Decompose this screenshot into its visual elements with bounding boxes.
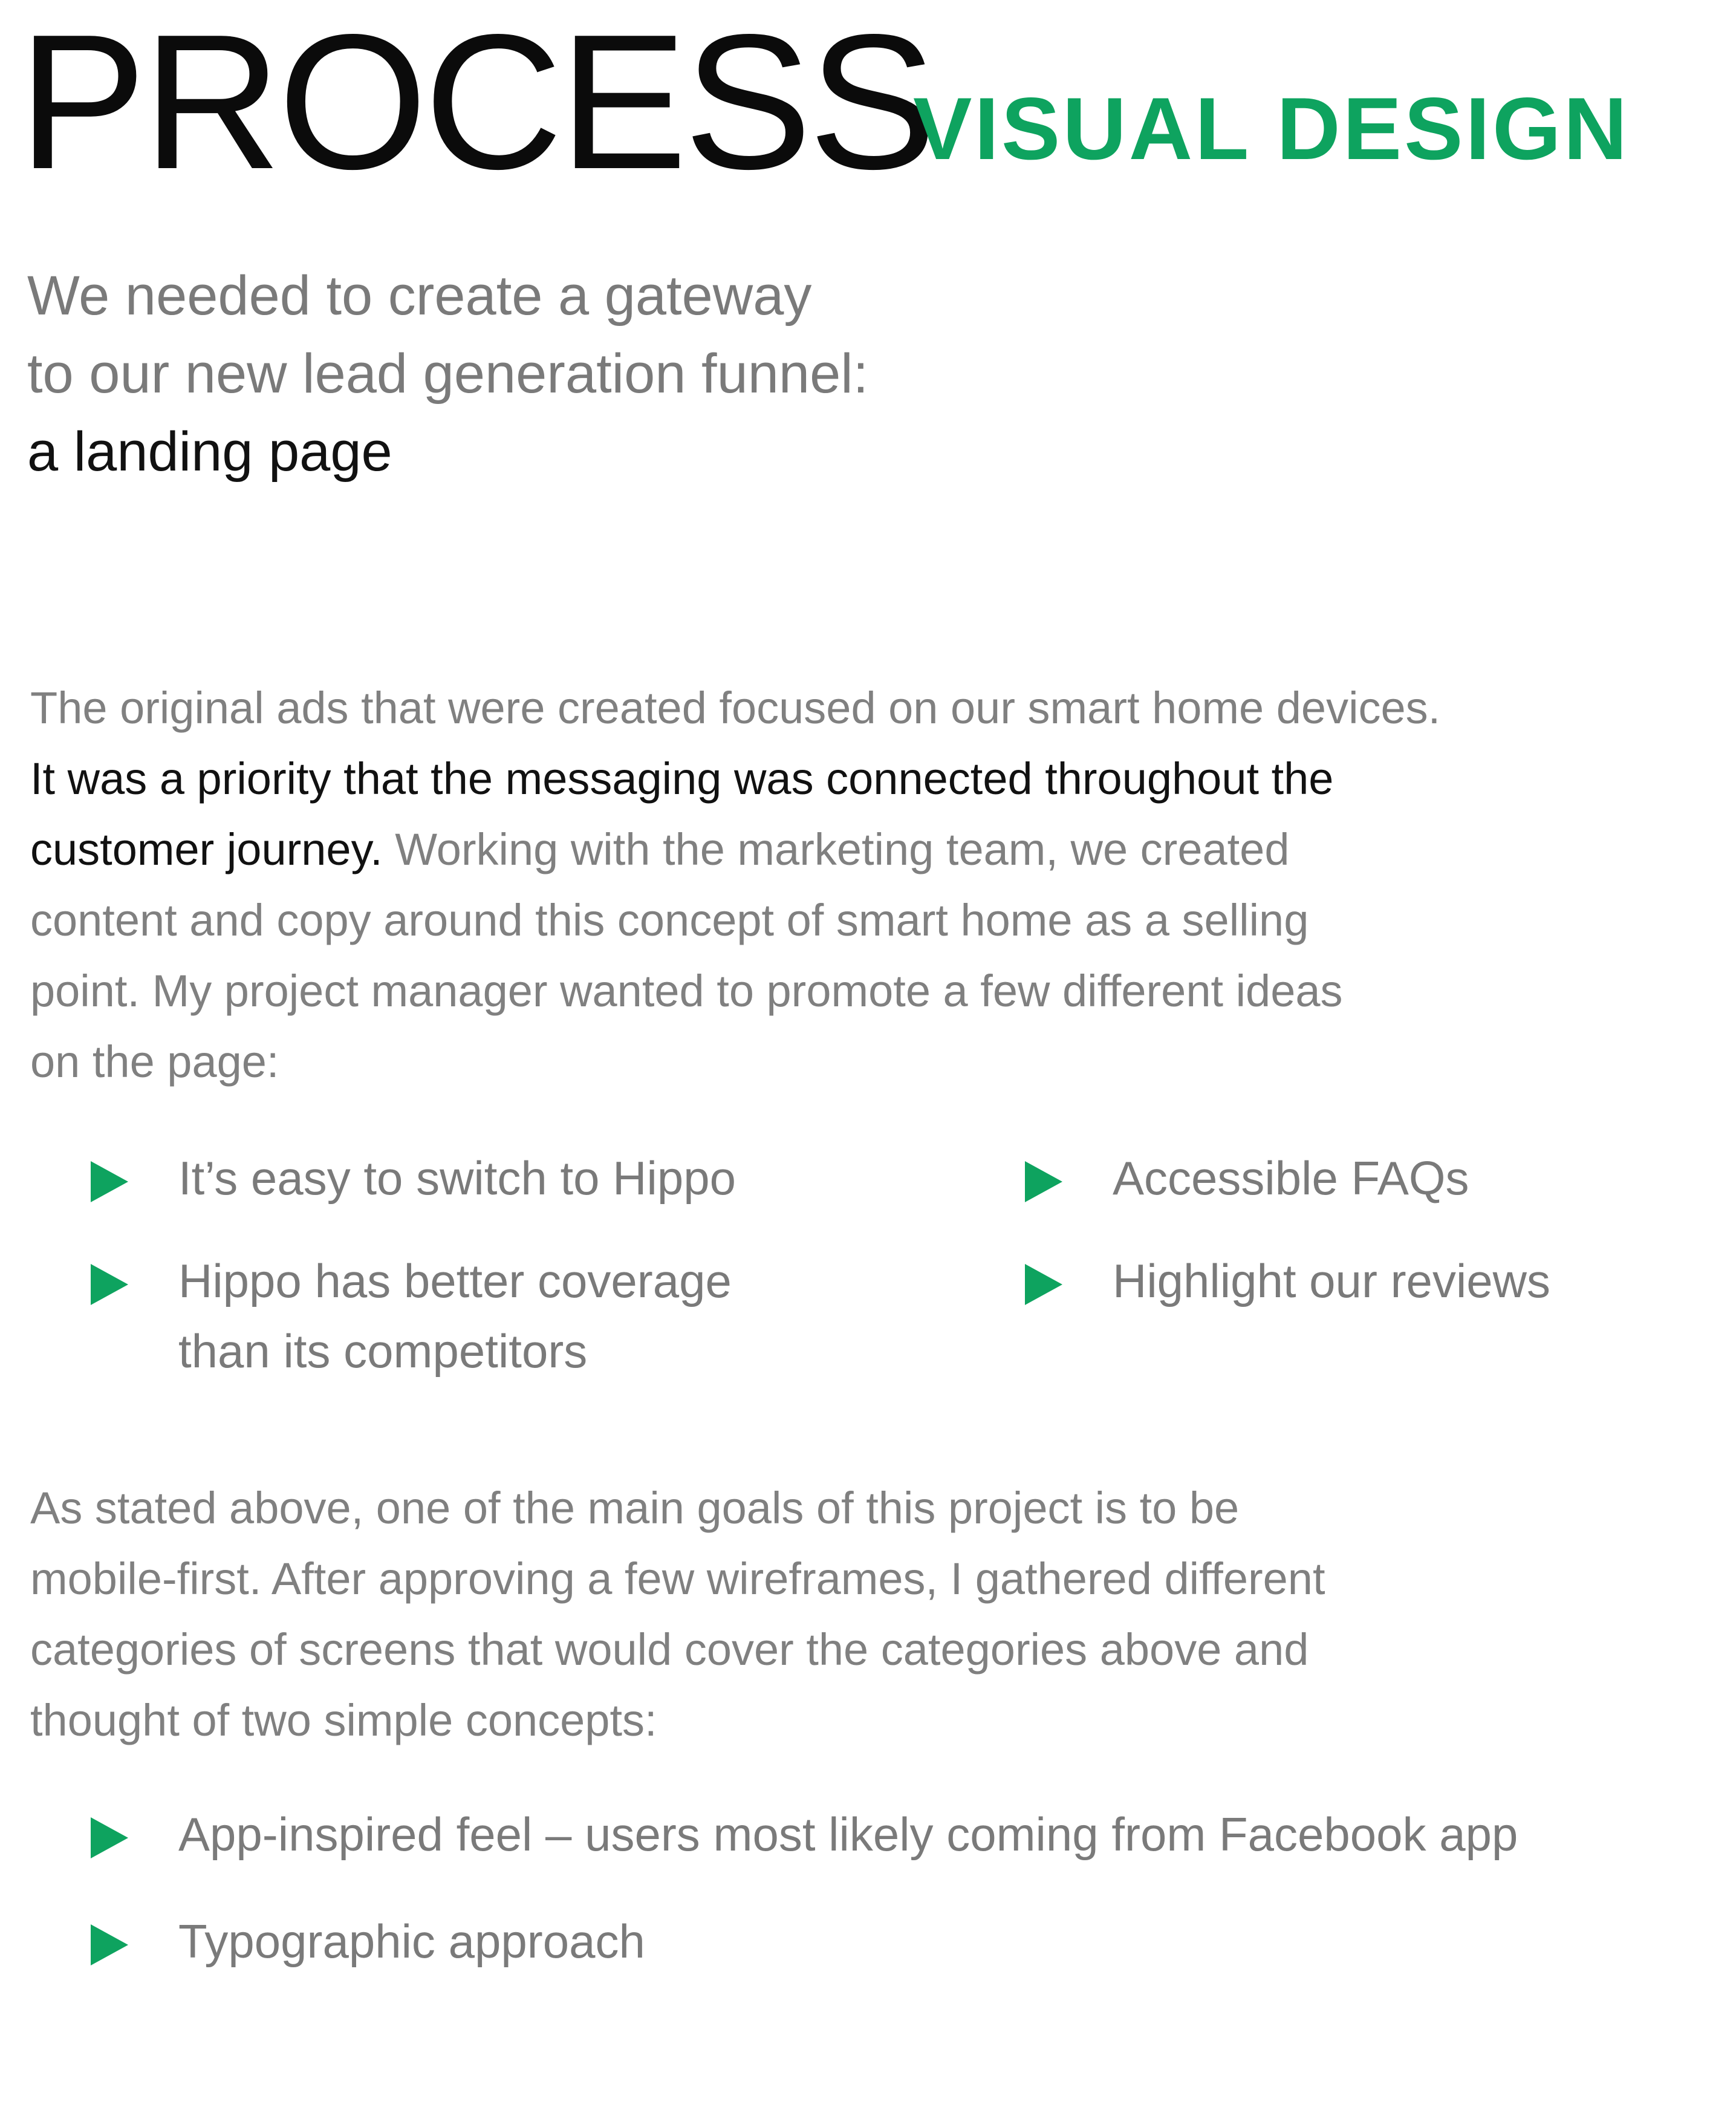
page-subtitle: VISUAL DESIGN [913, 79, 1630, 178]
paragraph-mobile-first [30, 1473, 1663, 1756]
intro-highlight: a landing page [27, 421, 392, 483]
intro-line: We needed to create a gateway [27, 265, 812, 327]
intro-line: to our new lead generation funnel: [27, 343, 869, 405]
paragraph-line: As stated above, one of the main goals of this project is to be [30, 1483, 1240, 1533]
idea-text-line: Hippo has better coverage [178, 1254, 732, 1307]
idea-text: It’s easy to switch to Hippo [178, 1151, 736, 1205]
play-triangle-icon [91, 1161, 128, 1202]
play-triangle-icon [91, 1817, 128, 1858]
idea-text [178, 1246, 732, 1386]
play-triangle-icon [91, 1264, 128, 1305]
concept-text: Typographic approach [178, 1915, 645, 1968]
paragraph-line [30, 814, 1663, 885]
paragraph-highlight-line: It was a priority that the messaging was connected throughout the [30, 754, 1334, 804]
play-triangle-icon [1025, 1161, 1062, 1202]
paragraph-line: The original ads that were created focused on our smart home devices. [30, 683, 1441, 733]
concept-text: App-inspired feel – users most likely coming from Facebook app [178, 1808, 1518, 1861]
idea-text-line: than its competitors [178, 1324, 588, 1378]
paragraph-smart-home [30, 672, 1663, 1097]
paragraph-line: content and copy around this concept of smart home as a selling [30, 895, 1309, 945]
idea-text: Highlight our reviews [1113, 1254, 1550, 1307]
paragraph-text: Working with the marketing team, we created [382, 824, 1290, 874]
paragraph-line: categories of screens that would cover the categories above and [30, 1624, 1309, 1675]
intro-statement [27, 257, 868, 491]
page-title: PROCESS [18, 0, 934, 209]
play-triangle-icon [1025, 1264, 1062, 1305]
paragraph-line: thought of two simple concepts: [30, 1695, 657, 1745]
idea-text: Accessible FAQs [1113, 1151, 1469, 1205]
paragraph-line: on the page: [30, 1037, 279, 1087]
paragraph-line: point. My project manager wanted to promote a few different ideas [30, 966, 1343, 1016]
paragraph-highlight-text: customer journey. [30, 824, 383, 874]
play-triangle-icon [91, 1924, 128, 1965]
paragraph-line: mobile-first. After approving a few wireframes, I gathered different [30, 1554, 1325, 1604]
